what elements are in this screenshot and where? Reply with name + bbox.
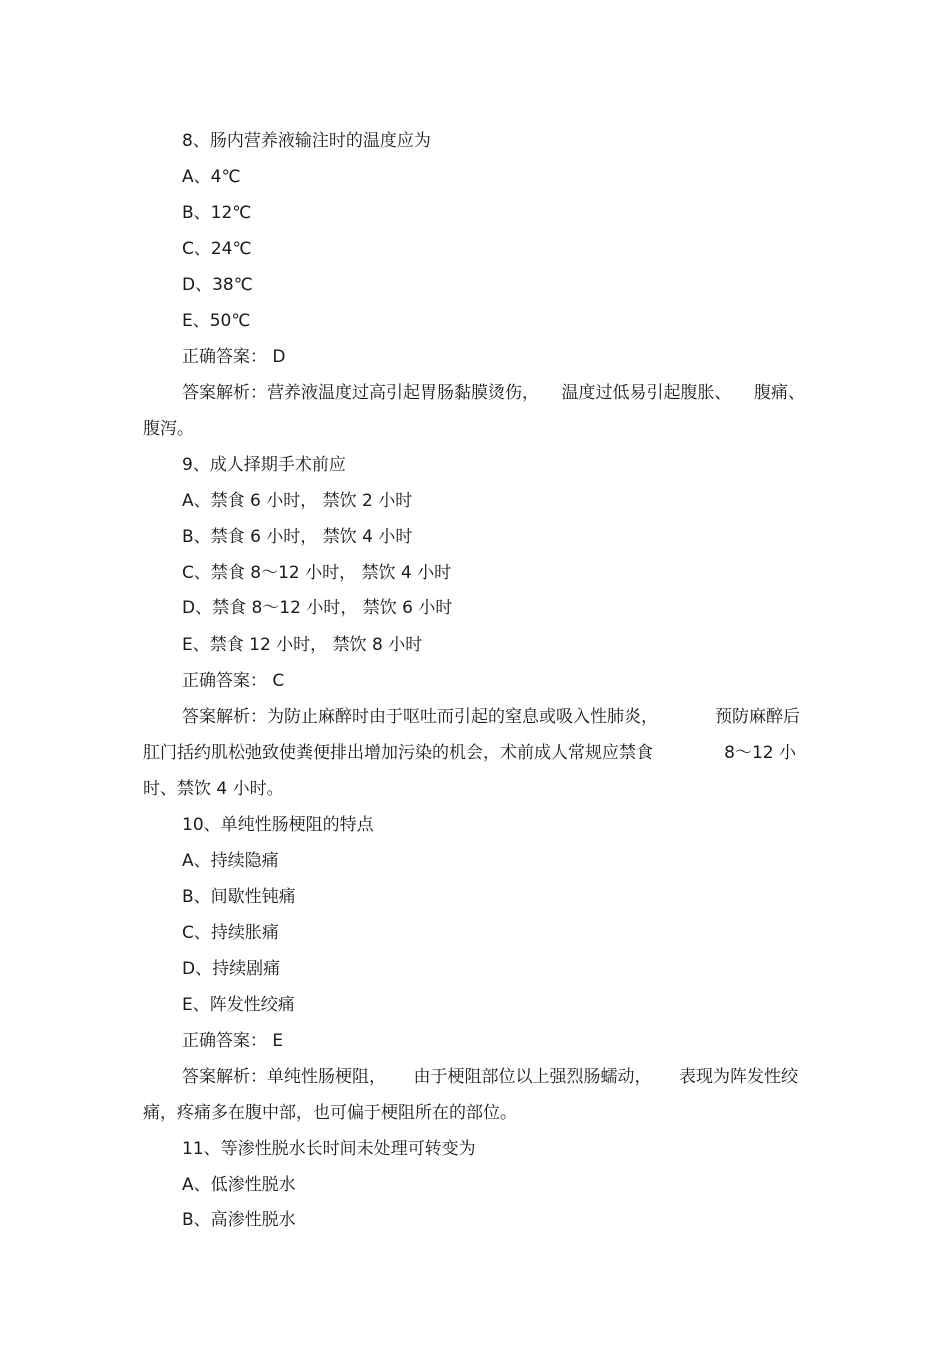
analysis-text: 8～12 小 <box>724 743 796 763</box>
question-9-option-a: A、禁食 6 小时， 禁饮 2 小时 <box>182 491 413 511</box>
question-10-analysis-line-2: 痛，疼痛多在腹中部，也可偏于梗阻所在的部位。 <box>143 1103 517 1123</box>
question-10-option-a: A、持续隐痛 <box>182 851 279 871</box>
question-9-option-b: B、禁食 6 小时， 禁饮 4 小时 <box>182 527 413 547</box>
question-9-title: 9、成人择期手术前应 <box>182 455 346 475</box>
question-8-option-e: E、50℃ <box>182 311 251 331</box>
question-11-option-a: A、低渗性脱水 <box>182 1175 296 1195</box>
analysis-text: 表现为阵发性绞 <box>679 1067 798 1087</box>
analysis-text: 腹痛、 <box>754 383 805 403</box>
question-10-analysis-line-1 <box>182 1066 798 1088</box>
question-9-option-d: D、禁食 8～12 小时， 禁饮 6 小时 <box>182 598 453 618</box>
analysis-label: 答案解析：为防止麻醉时由于呕吐而引起的窒息或吸入性肺炎， <box>182 707 658 727</box>
question-9-answer: 正确答案： C <box>182 671 285 691</box>
analysis-label: 答案解析：营养液温度过高引起胃肠黏膜烫伤， <box>182 383 539 403</box>
question-8-analysis-line-1 <box>182 382 805 404</box>
question-10-title: 10、单纯性肠梗阻的特点 <box>182 815 374 835</box>
question-9-analysis-line-1 <box>182 706 800 728</box>
question-11-title: 11、等渗性脱水长时间未处理可转变为 <box>182 1139 476 1159</box>
question-10-option-e: E、阵发性绞痛 <box>182 995 295 1015</box>
analysis-text: 肛门括约肌松弛致使粪便排出增加污染的机会，术前成人常规应禁食 <box>143 743 653 763</box>
question-10-option-b: B、间歇性钝痛 <box>182 887 296 907</box>
question-10-answer: 正确答案： E <box>182 1031 284 1051</box>
question-8-title: 8、肠内营养液输注时的温度应为 <box>182 131 431 151</box>
analysis-label: 答案解析：单纯性肠梗阻， <box>182 1067 386 1087</box>
question-10-option-d: D、持续剧痛 <box>182 959 281 979</box>
question-9-option-e: E、禁食 12 小时， 禁饮 8 小时 <box>182 635 423 655</box>
analysis-text: 预防麻醉后 <box>715 707 800 727</box>
analysis-text: 由于梗阻部位以上强烈肠蠕动， <box>413 1067 652 1087</box>
analysis-text: 温度过低易引起腹胀、 <box>561 383 732 403</box>
question-11-option-b: B、高渗性脱水 <box>182 1210 296 1230</box>
question-10-option-c: C、持续胀痛 <box>182 923 279 943</box>
question-8-answer: 正确答案： D <box>182 347 286 367</box>
question-8-option-c: C、24℃ <box>182 239 252 259</box>
question-8-analysis-line-2: 腹泻。 <box>143 419 194 439</box>
question-9-analysis-line-2 <box>143 742 796 764</box>
question-9-analysis-line-3: 时、禁饮 4 小时。 <box>143 779 284 799</box>
question-9-option-c: C、禁食 8～12 小时， 禁饮 4 小时 <box>182 563 452 583</box>
question-8-option-b: B、12℃ <box>182 203 252 223</box>
question-8-option-d: D、38℃ <box>182 275 253 295</box>
question-8-option-a: A、4℃ <box>182 167 241 187</box>
